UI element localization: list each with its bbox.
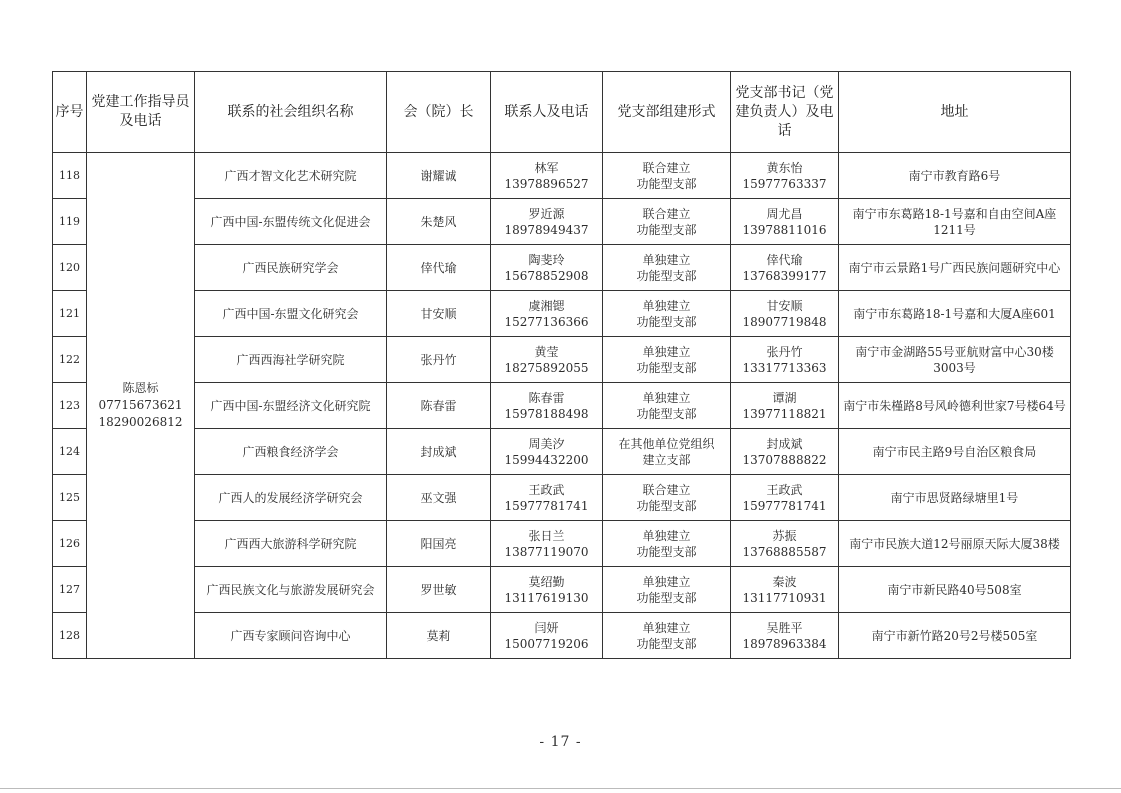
form-line-2: 功能型支部 bbox=[636, 360, 697, 375]
cell-address: 南宁市金湖路55号亚航财富中心30楼3003号 bbox=[839, 337, 1071, 383]
cell-address: 南宁市新民路40号508室 bbox=[839, 567, 1071, 613]
cell-secretary bbox=[731, 337, 839, 383]
cell-seq: 119 bbox=[53, 199, 87, 245]
cell-org: 广西西海社学研究院 bbox=[195, 337, 387, 383]
party-building-table-sheet bbox=[52, 71, 1071, 659]
form-line-2: 功能型支部 bbox=[636, 176, 697, 191]
cell-secretary bbox=[731, 245, 839, 291]
cell-org: 广西中国-东盟传统文化促进会 bbox=[195, 199, 387, 245]
contact-phone: 15277136366 bbox=[504, 314, 589, 329]
cell-org: 广西民族研究学会 bbox=[195, 245, 387, 291]
cell-form bbox=[603, 567, 731, 613]
contact-phone: 13117619130 bbox=[504, 590, 589, 605]
header-contact: 联系人及电话 bbox=[491, 72, 603, 153]
cell-form bbox=[603, 153, 731, 199]
cell-president: 莫莉 bbox=[387, 613, 491, 659]
contact-phone: 15678852908 bbox=[504, 268, 589, 283]
secretary-name: 周尤昌 bbox=[766, 206, 803, 221]
form-line-1: 单独建立 bbox=[642, 344, 691, 359]
contact-name: 陶斐玲 bbox=[528, 252, 565, 267]
contact-phone: 18978949437 bbox=[504, 222, 589, 237]
form-line-1: 在其他单位党组织 bbox=[618, 436, 715, 451]
header-org: 联系的社会组织名称 bbox=[195, 72, 387, 153]
cell-secretary bbox=[731, 291, 839, 337]
cell-president: 阳国亮 bbox=[387, 521, 491, 567]
guide-phone-1: 07715673621 bbox=[98, 398, 183, 412]
contact-name: 周美汐 bbox=[528, 436, 565, 451]
form-line-1: 联合建立 bbox=[642, 206, 691, 221]
contact-phone: 15007719206 bbox=[504, 636, 589, 651]
form-line-1: 单独建立 bbox=[642, 252, 691, 267]
table-row bbox=[53, 245, 1071, 291]
header-president: 会（院）长 bbox=[387, 72, 491, 153]
secretary-phone: 13117710931 bbox=[742, 590, 827, 605]
secretary-phone: 18978963384 bbox=[742, 636, 827, 651]
cell-org: 广西专家顾问咨询中心 bbox=[195, 613, 387, 659]
cell-guide bbox=[87, 153, 195, 659]
contact-phone: 15978188498 bbox=[504, 406, 589, 421]
form-line-1: 单独建立 bbox=[642, 574, 691, 589]
contact-phone: 18275892055 bbox=[504, 360, 589, 375]
header-seq: 序号 bbox=[53, 72, 87, 153]
cell-seq: 127 bbox=[53, 567, 87, 613]
cell-president: 陈春雷 bbox=[387, 383, 491, 429]
cell-seq: 124 bbox=[53, 429, 87, 475]
cell-secretary bbox=[731, 429, 839, 475]
cell-address: 南宁市新竹路20号2号楼505室 bbox=[839, 613, 1071, 659]
cell-address: 南宁市朱槿路8号风岭德利世家7号楼64号 bbox=[839, 383, 1071, 429]
cell-president: 张丹竹 bbox=[387, 337, 491, 383]
secretary-name: 谭湖 bbox=[772, 390, 797, 405]
cell-contact bbox=[491, 153, 603, 199]
cell-secretary bbox=[731, 199, 839, 245]
secretary-phone: 15977763337 bbox=[742, 176, 827, 191]
form-line-2: 功能型支部 bbox=[636, 544, 697, 559]
cell-secretary bbox=[731, 383, 839, 429]
cell-address: 南宁市民主路9号自治区粮食局 bbox=[839, 429, 1071, 475]
header-address: 地址 bbox=[839, 72, 1071, 153]
form-line-1: 联合建立 bbox=[642, 160, 691, 175]
table-row bbox=[53, 567, 1071, 613]
cell-contact bbox=[491, 291, 603, 337]
page-number: - 17 - bbox=[539, 734, 582, 750]
cell-secretary bbox=[731, 521, 839, 567]
secretary-phone: 13768399177 bbox=[742, 268, 827, 283]
header-guide: 党建工作指导员及电话 bbox=[87, 72, 195, 153]
secretary-phone: 13317713363 bbox=[742, 360, 827, 375]
table-row bbox=[53, 521, 1071, 567]
cell-org: 广西才智文化艺术研究院 bbox=[195, 153, 387, 199]
secretary-name: 吴胜平 bbox=[766, 620, 803, 635]
header-form: 党支部组建形式 bbox=[603, 72, 731, 153]
cell-address: 南宁市民族大道12号丽原天际大厦38楼 bbox=[839, 521, 1071, 567]
contact-phone: 13978896527 bbox=[504, 176, 589, 191]
secretary-phone: 15977781741 bbox=[742, 498, 827, 513]
contact-name: 莫绍勤 bbox=[528, 574, 565, 589]
scan-edge-divider bbox=[0, 788, 1121, 789]
contact-name: 张日兰 bbox=[528, 528, 565, 543]
cell-seq: 120 bbox=[53, 245, 87, 291]
cell-president: 甘安顺 bbox=[387, 291, 491, 337]
cell-org: 广西中国-东盟文化研究会 bbox=[195, 291, 387, 337]
secretary-name: 倖代瑜 bbox=[766, 252, 803, 267]
cell-seq: 128 bbox=[53, 613, 87, 659]
form-line-2: 功能型支部 bbox=[636, 498, 697, 513]
table-body bbox=[53, 153, 1071, 659]
cell-president: 朱楚风 bbox=[387, 199, 491, 245]
secretary-phone: 13707888822 bbox=[742, 452, 827, 467]
form-line-1: 单独建立 bbox=[642, 620, 691, 635]
cell-secretary bbox=[731, 153, 839, 199]
form-line-2: 功能型支部 bbox=[636, 406, 697, 421]
cell-org: 广西中国-东盟经济文化研究院 bbox=[195, 383, 387, 429]
contact-name: 陈春雷 bbox=[528, 390, 565, 405]
cell-president: 谢耀诚 bbox=[387, 153, 491, 199]
cell-org: 广西粮食经济学会 bbox=[195, 429, 387, 475]
cell-form bbox=[603, 245, 731, 291]
table-row bbox=[53, 199, 1071, 245]
cell-form bbox=[603, 429, 731, 475]
secretary-phone: 13977118821 bbox=[742, 406, 827, 421]
secretary-name: 苏振 bbox=[772, 528, 797, 543]
contact-phone: 15994432200 bbox=[504, 452, 589, 467]
contact-name: 林军 bbox=[534, 160, 559, 175]
cell-address: 南宁市东葛路18-1号嘉和大厦A座601 bbox=[839, 291, 1071, 337]
cell-seq: 118 bbox=[53, 153, 87, 199]
secretary-name: 封成斌 bbox=[766, 436, 803, 451]
cell-contact bbox=[491, 567, 603, 613]
secretary-name: 秦波 bbox=[772, 574, 797, 589]
form-line-2: 建立支部 bbox=[642, 452, 691, 467]
contact-table bbox=[52, 71, 1071, 659]
cell-form bbox=[603, 475, 731, 521]
form-line-2: 功能型支部 bbox=[636, 590, 697, 605]
cell-contact bbox=[491, 383, 603, 429]
cell-seq: 125 bbox=[53, 475, 87, 521]
cell-president: 封成斌 bbox=[387, 429, 491, 475]
cell-seq: 122 bbox=[53, 337, 87, 383]
cell-contact bbox=[491, 429, 603, 475]
table-row bbox=[53, 337, 1071, 383]
guide-phone-2: 18290026812 bbox=[98, 415, 183, 429]
form-line-1: 单独建立 bbox=[642, 298, 691, 313]
cell-address: 南宁市思贤路绿塘里1号 bbox=[839, 475, 1071, 521]
table-row bbox=[53, 291, 1071, 337]
table-row bbox=[53, 613, 1071, 659]
cell-president: 罗世敏 bbox=[387, 567, 491, 613]
secretary-name: 黄东怡 bbox=[766, 160, 803, 175]
cell-secretary bbox=[731, 475, 839, 521]
cell-form bbox=[603, 383, 731, 429]
cell-address: 南宁市云景路1号广西民族问题研究中心 bbox=[839, 245, 1071, 291]
cell-contact bbox=[491, 521, 603, 567]
cell-contact bbox=[491, 613, 603, 659]
cell-org: 广西人的发展经济学研究会 bbox=[195, 475, 387, 521]
cell-secretary bbox=[731, 613, 839, 659]
form-line-1: 联合建立 bbox=[642, 482, 691, 497]
cell-form bbox=[603, 291, 731, 337]
cell-form bbox=[603, 521, 731, 567]
cell-address: 南宁市教育路6号 bbox=[839, 153, 1071, 199]
cell-address: 南宁市东葛路18-1号嘉和自由空间A座1211号 bbox=[839, 199, 1071, 245]
form-line-1: 单独建立 bbox=[642, 390, 691, 405]
header-row bbox=[53, 72, 1071, 153]
form-line-2: 功能型支部 bbox=[636, 314, 697, 329]
cell-president: 倖代瑜 bbox=[387, 245, 491, 291]
contact-name: 虞湘锶 bbox=[528, 298, 565, 313]
secretary-name: 王政武 bbox=[766, 482, 803, 497]
table-row bbox=[53, 475, 1071, 521]
form-line-2: 功能型支部 bbox=[636, 268, 697, 283]
cell-contact bbox=[491, 337, 603, 383]
contact-name: 罗近源 bbox=[528, 206, 565, 221]
contact-name: 王政武 bbox=[528, 482, 565, 497]
cell-seq: 123 bbox=[53, 383, 87, 429]
contact-phone: 13877119070 bbox=[504, 544, 589, 559]
header-secretary: 党支部书记（党建负责人）及电话 bbox=[731, 72, 839, 153]
cell-org: 广西民族文化与旅游发展研究会 bbox=[195, 567, 387, 613]
secretary-name: 张丹竹 bbox=[766, 344, 803, 359]
contact-phone: 15977781741 bbox=[504, 498, 589, 513]
form-line-2: 功能型支部 bbox=[636, 636, 697, 651]
secretary-phone: 13768885587 bbox=[742, 544, 827, 559]
secretary-name: 甘安顺 bbox=[766, 298, 803, 313]
cell-contact bbox=[491, 245, 603, 291]
cell-contact bbox=[491, 475, 603, 521]
cell-form bbox=[603, 199, 731, 245]
form-line-2: 功能型支部 bbox=[636, 222, 697, 237]
cell-seq: 121 bbox=[53, 291, 87, 337]
guide-name: 陈恩标 bbox=[122, 381, 159, 395]
cell-contact bbox=[491, 199, 603, 245]
contact-name: 黄莹 bbox=[534, 344, 559, 359]
cell-form bbox=[603, 613, 731, 659]
cell-secretary bbox=[731, 567, 839, 613]
secretary-phone: 13978811016 bbox=[742, 222, 827, 237]
table-row bbox=[53, 429, 1071, 475]
cell-president: 巫文强 bbox=[387, 475, 491, 521]
cell-org: 广西西大旅游科学研究院 bbox=[195, 521, 387, 567]
cell-form bbox=[603, 337, 731, 383]
cell-seq: 126 bbox=[53, 521, 87, 567]
contact-name: 闫妍 bbox=[534, 620, 559, 635]
secretary-phone: 18907719848 bbox=[742, 314, 827, 329]
table-row bbox=[53, 153, 1071, 199]
form-line-1: 单独建立 bbox=[642, 528, 691, 543]
table-row bbox=[53, 383, 1071, 429]
